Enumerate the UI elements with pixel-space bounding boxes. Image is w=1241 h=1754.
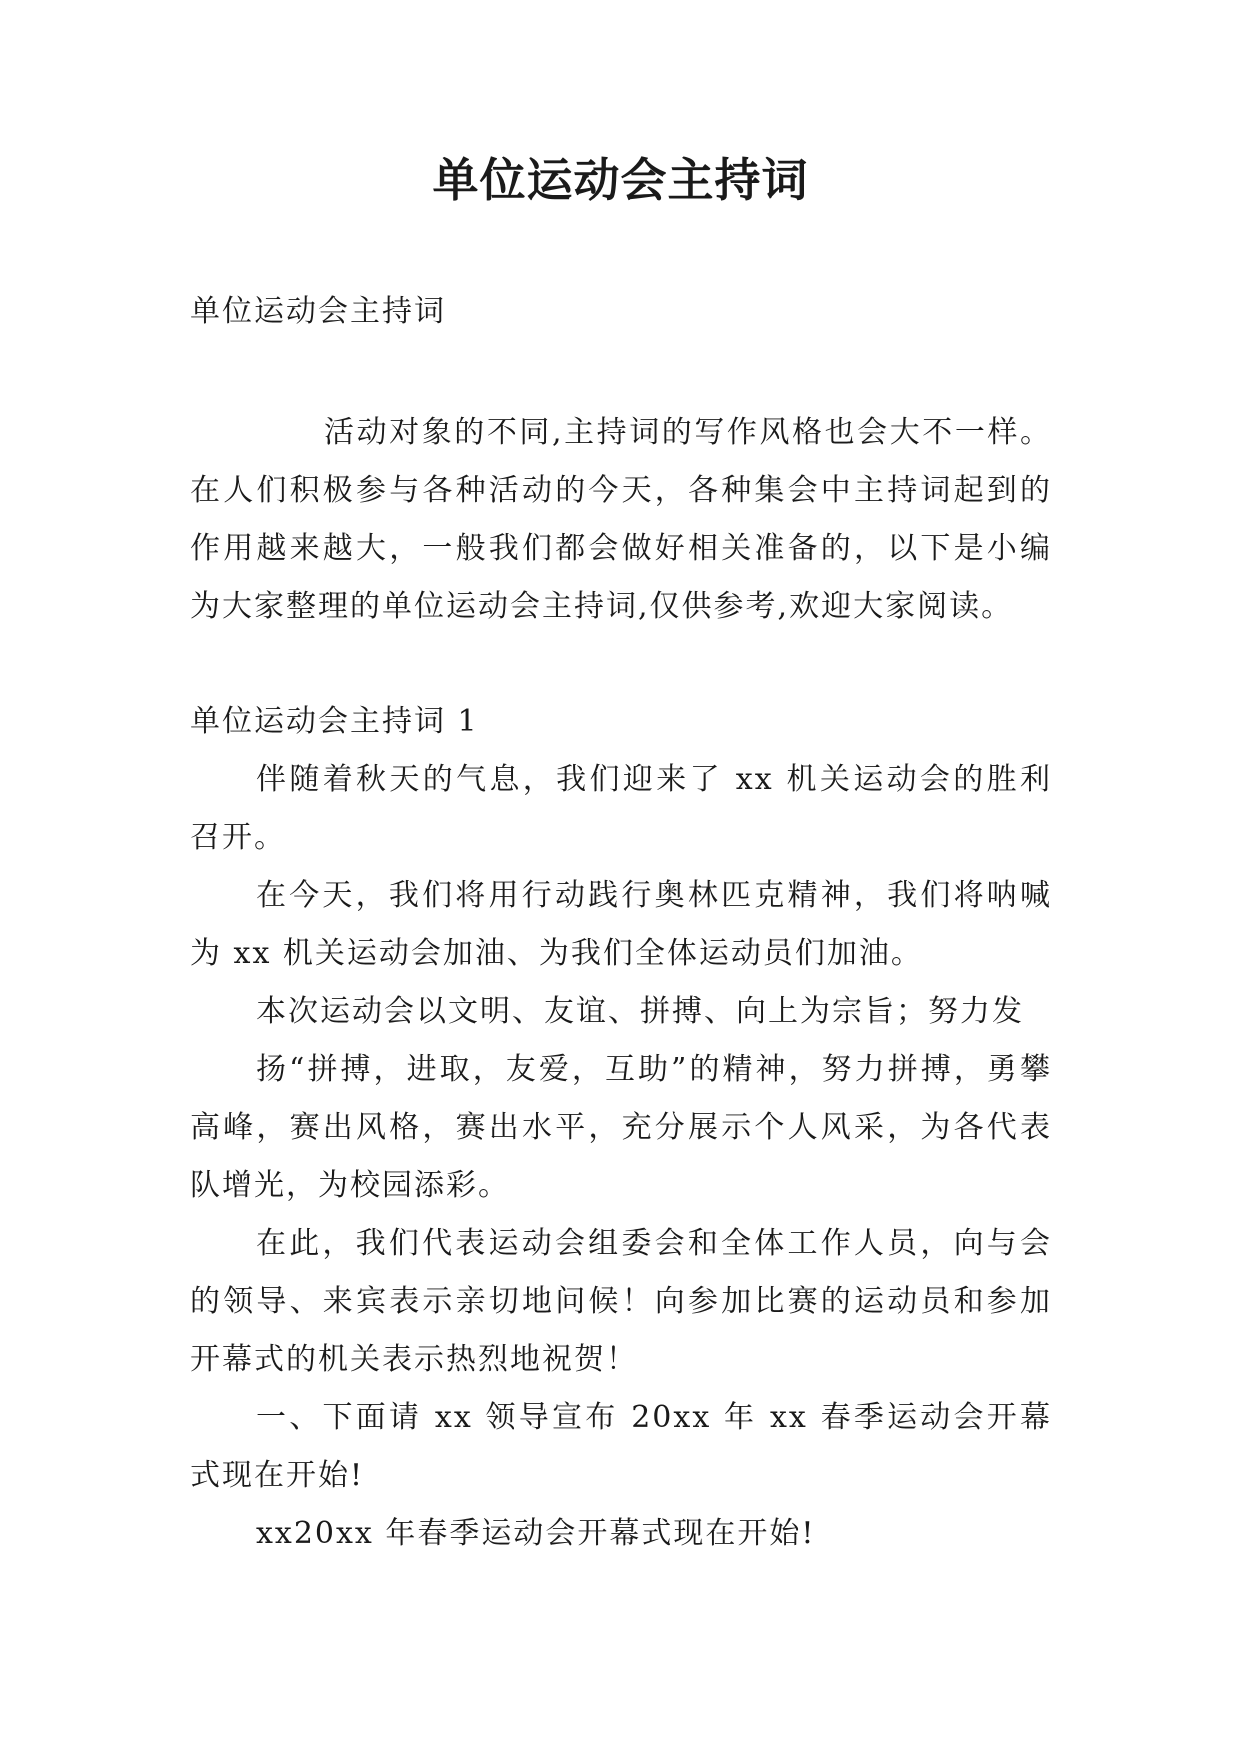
paragraph-2: 在今天，我们将用行动践行奥林匹克精神，我们将呐喊为 xx 机关运动会加油、为我们全体运动员们加油。 (190, 878, 1052, 971)
paragraph-4: 扬“拼搏，进取，友爱，互助”的精神，努力拼搏，勇攀高峰，赛出风格，赛出水平，充分展示个人风采，为各代表队增光，为校园添彩。 (190, 1052, 1052, 1203)
paragraph-3: 本次运动会以文明、友谊、拼搏、向上为宗旨；努力发 (256, 994, 1024, 1029)
section-body (190, 751, 1052, 1563)
paragraph-5: 在此，我们代表运动会组委会和全体工作人员，向与会的领导、来宾表示亲切地问候！向参加比赛的运动员和参加开幕式的机关表示热烈地祝贺！ (190, 1226, 1052, 1377)
section-heading: 单位运动会主持词 1 (190, 704, 479, 739)
paragraph-7: xx20xx 年春季运动会开幕式现在开始! (256, 1516, 816, 1551)
document-subtitle: 单位运动会主持词 (190, 294, 446, 329)
intro-paragraph: 活动对象的不同,主持词的写作风格也会大不一样。在人们积极参与各种活动的今天，各种集会中主持词起到的作用越来越大，一般我们都会做好相关准备的，以下是小编为大家整理的单位运动会主持词,仅供参考,欢迎大家阅读。 (190, 415, 1052, 624)
document-title: 单位运动会主持词 (432, 153, 809, 207)
paragraph-1: 伴随着秋天的气息，我们迎来了 xx 机关运动会的胜利召开。 (190, 762, 1052, 855)
paragraph-6: 一、下面请 xx 领导宣布 20xx 年 xx 春季运动会开幕式现在开始! (190, 1400, 1052, 1493)
